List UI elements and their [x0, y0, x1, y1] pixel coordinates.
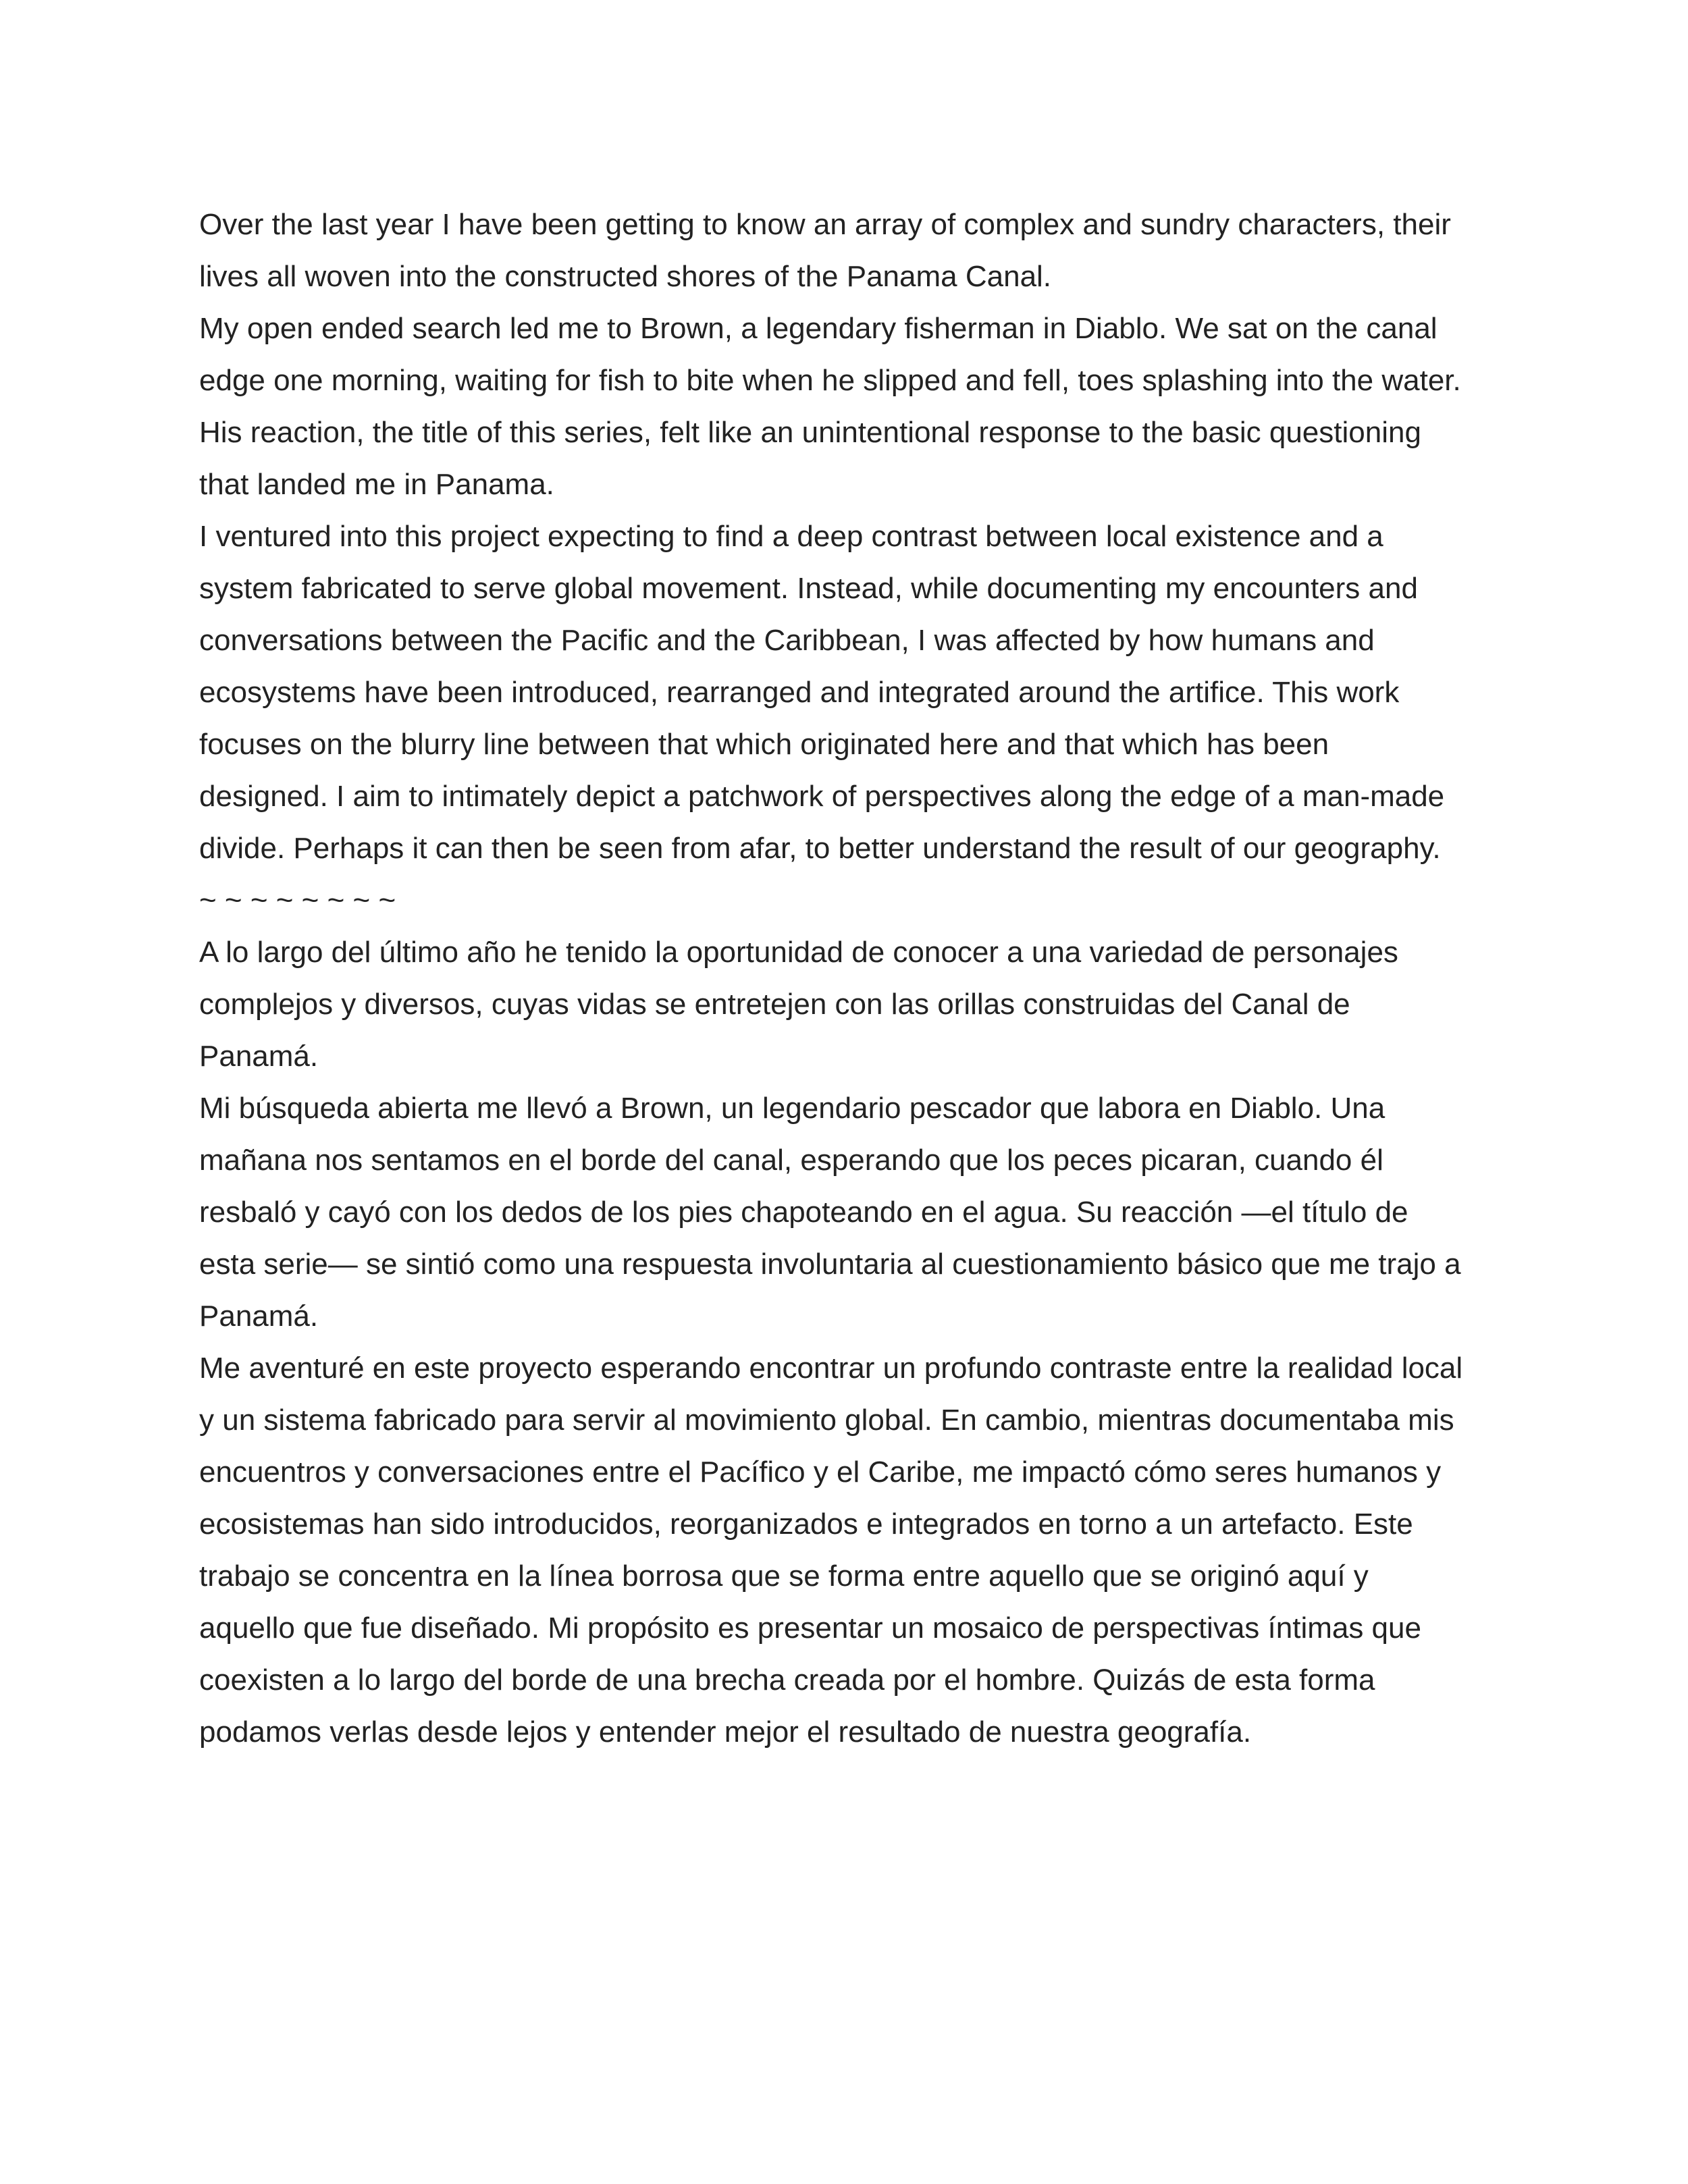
text-line: focuses on the blurry line between that which originated here and that which has been [199, 728, 1329, 761]
text-line: divide. Perhaps it can then be seen from afar, to better understand the result of our geography. [199, 832, 1441, 865]
text-line: system fabricated to serve global movement. Instead, while documenting my encounters and [199, 572, 1418, 605]
text-line: coexisten a lo largo del borde de una brecha creada por el hombre. Quizás de esta forma [199, 1663, 1375, 1697]
document-body [199, 198, 1533, 1758]
text-line: ecosystems have been introduced, rearranged and integrated around the artifice. This work [199, 676, 1400, 709]
text-line: y un sistema fabricado para servir al movimiento global. En cambio, mientras documentaba mis [199, 1404, 1454, 1437]
text-line: conversations between the Pacific and the Caribbean, I was affected by how humans and [199, 624, 1375, 657]
text-line: My open ended search led me to Brown, a legendary fisherman in Diablo. We sat on the canal [199, 312, 1438, 345]
text-line: esta serie— se sintió como una respuesta involuntaria al cuestionamiento básico que me trajo a [199, 1248, 1461, 1281]
text-line: Over the last year I have been getting to know an array of complex and sundry characters, their [199, 208, 1451, 241]
text-line: A lo largo del último año he tenido la oportunidad de conocer a una variedad de personajes [199, 936, 1398, 969]
text-line: mañana nos sentamos en el borde del canal, esperando que los peces picaran, cuando él [199, 1144, 1383, 1177]
text-line: I ventured into this project expecting to find a deep contrast between local existence and a [199, 520, 1383, 553]
text-line: Panamá. [199, 1300, 319, 1333]
text-line: aquello que fue diseñado. Mi propósito es presentar un mosaico de perspectivas íntimas que [199, 1612, 1421, 1645]
text-line: His reaction, the title of this series, felt like an unintentional response to the basic questioning [199, 416, 1421, 449]
text-line: ecosistemas han sido introducidos, reorganizados e integrados en torno a un artefacto. Este [199, 1508, 1413, 1541]
text-line: resbaló y cayó con los dedos de los pies chapoteando en el agua. Su reacción —el título de [199, 1196, 1408, 1229]
text-line: podamos verlas desde lejos y entender mejor el resultado de nuestra geografía. [199, 1715, 1252, 1749]
text-line: edge one morning, waiting for fish to bite when he slipped and fell, toes splashing into the water. [199, 364, 1461, 397]
text-line: designed. I aim to intimately depict a patchwork of perspectives along the edge of a man-made [199, 780, 1445, 813]
section-divider: ~ ~ ~ ~ ~ ~ ~ ~ [199, 884, 396, 917]
text-line: that landed me in Panama. [199, 468, 554, 501]
text-line: trabajo se concentra en la línea borrosa que se forma entre aquello que se originó aquí y [199, 1560, 1369, 1593]
text-line: encuentros y conversaciones entre el Pacífico y el Caribe, me impactó cómo seres humanos y [199, 1456, 1442, 1489]
text-line: lives all woven into the constructed shores of the Panama Canal. [199, 260, 1052, 293]
text-line: Me aventuré en este proyecto esperando encontrar un profundo contraste entre la realidad local [199, 1352, 1463, 1385]
text-line: Panamá. [199, 1040, 319, 1073]
text-line: complejos y diversos, cuyas vidas se entretejen con las orillas construidas del Canal de [199, 988, 1350, 1021]
text-line: Mi búsqueda abierta me llevó a Brown, un legendario pescador que labora en Diablo. Una [199, 1092, 1386, 1125]
